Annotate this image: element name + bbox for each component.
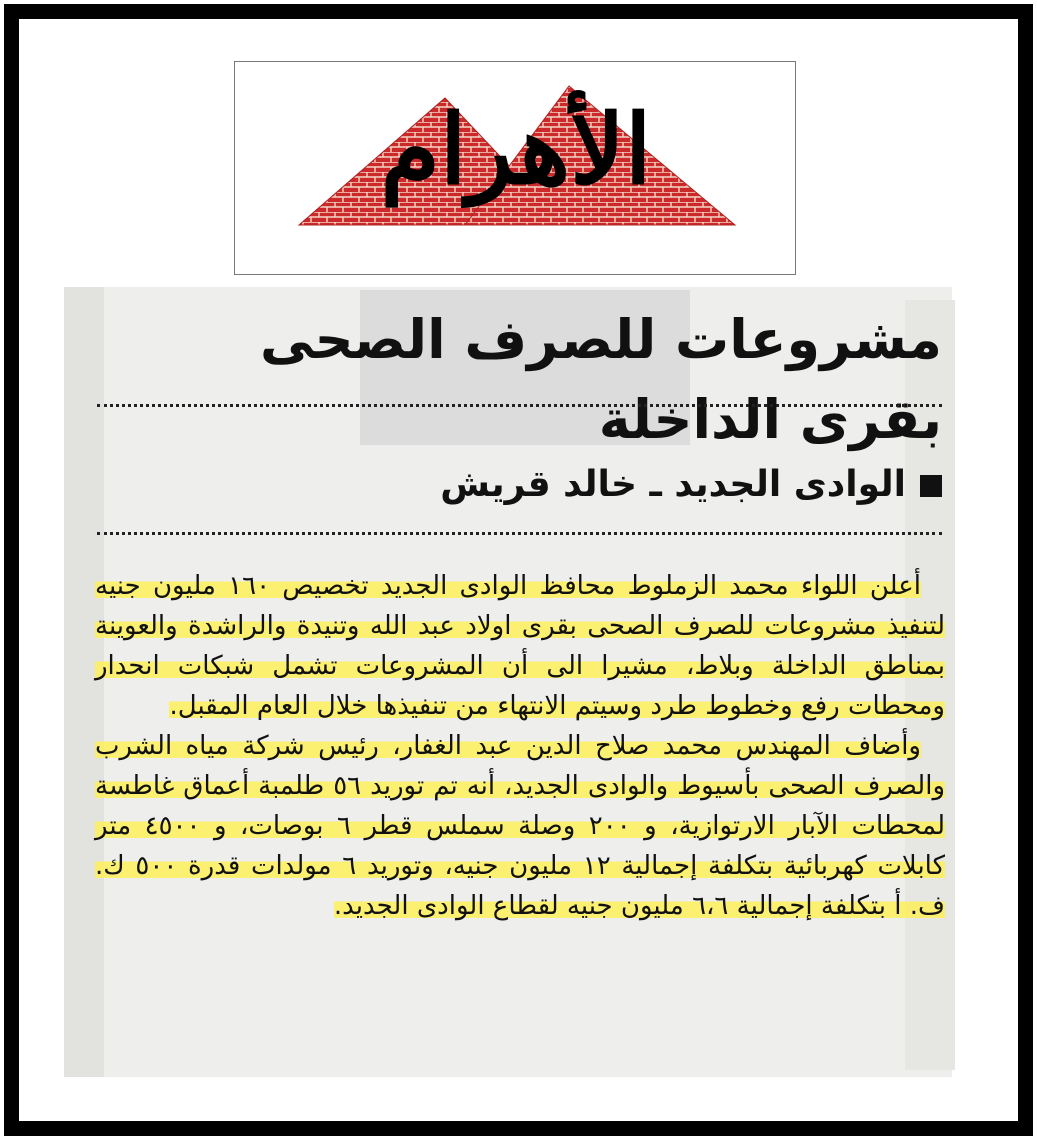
article-paragraph [95,726,945,926]
article-body [95,566,945,926]
bullet-square-icon [920,475,942,497]
article-paragraph [95,566,945,726]
divider-dotted [97,404,942,407]
highlighted-text: أعلن اللواء محمد الزملوط محافظ الوادى الجديد تخصيص ١٦٠ مليون جنيه لتنفيذ مشروعات للصرف الصحى بقرى اولاد عبد الله وتنيدة والراشدة والعوينة بمناطق الداخلة وبلاط، مشيرا الى أن المشروعات تشمل شبكات انحدار ومحطات رفع وخطوط طرد وسيتم الانتهاء من تنفيذها خلال العام المقبل. [95,571,945,721]
highlighted-text: وأضاف المهندس محمد صلاح الدين عبد الغفار، رئيس شركة مياه الشرب والصرف الصحى بأسيوط والوادى الجديد، أنه تم توريد ٥٦ طلمبة أعماق غاطسة لمحطات الآبار الارتوازية، و ٢٠٠ وصلة سملس قطر ٦ بوصات، و ٤٥٠٠ متر كابلات كهربائية بتكلفة إجمالية ١٢ مليون جنيه، وتوريد ٦ مولدات قدرة ٥٠٠ ك. ف. أ بتكلفة إجمالية ٦،٦ مليون جنيه لقطاع الوادى الجديد. [95,731,946,921]
masthead-logo [234,61,796,275]
masthead-wordmark: الأهرام [380,93,652,206]
divider-dotted [97,532,942,535]
article-byline: الوادى الجديد ـ خالد قريش [440,464,906,505]
article-byline-row [242,455,942,515]
article-headline: مشروعات للصرف الصحى بقرى الداخلة [260,308,942,451]
